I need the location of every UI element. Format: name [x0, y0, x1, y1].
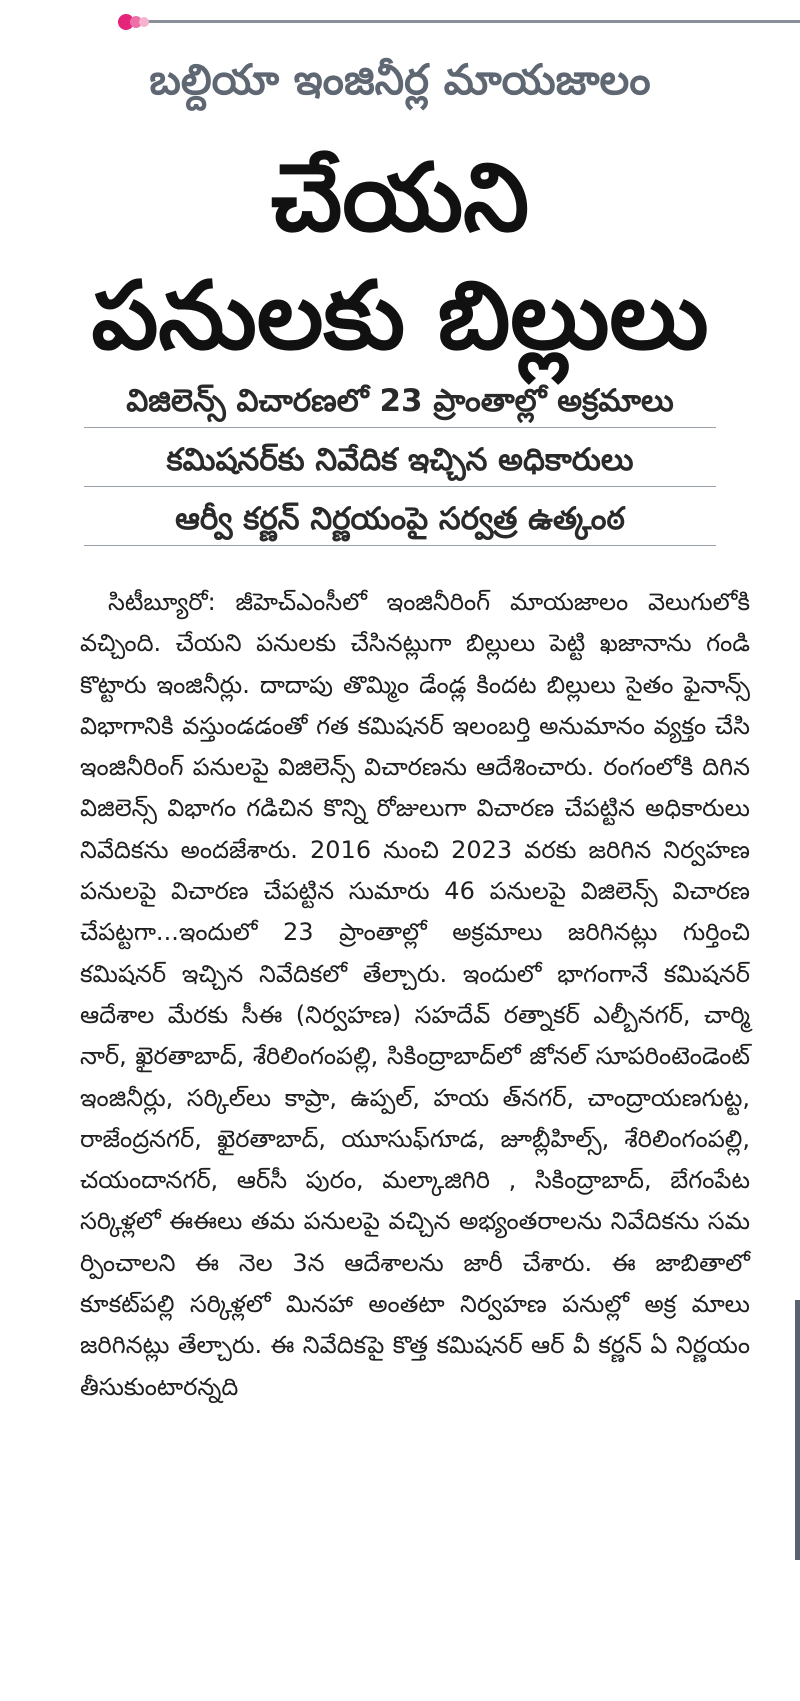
subhead-1: విజిలెన్స్ విచారణలో 23 ప్రాంతాల్లో అక్రమాలు [84, 375, 716, 428]
article-headline [30, 140, 770, 376]
top-rule [118, 20, 800, 23]
subhead-3: ఆర్వీ కర్ణన్ నిర్ణయంపై సర్వత్ర ఉత్కంఠ [84, 493, 716, 546]
headline-line-2: పనులకు బిల్లులు [91, 262, 709, 371]
dot-icon [139, 17, 149, 27]
subheads [84, 375, 716, 552]
scrollbar[interactable] [795, 1300, 800, 1560]
article-body: సిటీబ్యూరో: జీహెచ్‌ఎంసీలో ఇంజినీరింగ్ మాయజాలం వెలుగులోకి వచ్చింది. చేయని పనులకు చేసినట్లుగా బిల్లులు పెట్టి ఖజానాను గండి కొట్టారు ఇంజినీర్లు. దాదాపు తొమ్మిం డేండ్ల కిందట బిల్లులు సైతం ఫైనాన్స్ విభాగానికి వస్తుండడంతో గత కమిషనర్ ఇలంబర్తి అనుమానం వ్యక్తం చేసి ఇంజినీరింగ్ పనులపై విజిలెన్స్ విచారణను ఆదేశించారు. రంగంలోకి దిగిన విజిలెన్స్ విభాగం గడిచిన కొన్ని రోజులుగా విచారణ చేపట్టిన అధికారులు నివేదికను అందజేశారు. 2016 నుంచి 2023 వరకు జరిగిన నిర్వహణ పనులపై విచారణ చేపట్టిన సుమారు 46 పనులపై విజిలెన్స్ విచారణ చేపట్టగా...ఇందులో 23 ప్రాంతాల్లో అక్రమాలు జరిగినట్లు గుర్తించి కమిషనర్ ఇచ్చిన నివేదికలో తేల్చారు. ఇందులో భాగంగానే కమిషనర్ ఆదేశాల మేరకు సీఈ (నిర్వహణ) సహదేవ్ రత్నాకర్ ఎల్బీనగర్, చార్మి నార్, ఖైరతాబాద్, శేరిలింగంపల్లి, సికింద్రాబాద్‌లో జోనల్ సూపరింటెండెంట్ ఇంజినీర్లు, సర్కిల్‌లు కాప్రా, ఉప్పల్, హయ త్‌నగర్, చాంద్రాయణగుట్ట, రాజేంద్రనగర్, ఖైరతాబాద్, యూసుఫ్‌గూడ, జూబ్లీహిల్స్, శేరిలింగంపల్లి, చయందానగర్, ఆర్‌సీ పురం, మల్కాజిగిరి , సికింద్రాబాద్, బేగంపేట సర్కిళ్లలో ఈఈలు తమ పనులపై వచ్చిన అభ్యంతరాలను నివేదికను సమ ర్పించాలని ఈ నెల 3న ఆదేశాలను జారీ చేశారు. ఈ జాబితాలో కూకట్‌పల్లి సర్కిళ్లలో మినహా అంతటా నిర్వహణ పనుల్లో అక్ర మాలు జరిగినట్లు తేల్చారు. ఈ నివేదికపై కొత్త కమిషనర్ ఆర్ వీ కర్ణన్ ఏ నిర్ణయం తీసుకుంటారన్నది [80, 588, 750, 1401]
subhead-2: కమిషనర్‌కు నివేదిక ఇచ్చిన అధికారులు [84, 434, 716, 487]
article-kicker: బల్దియా ఇంజినీర్ల మాయజాలం [149, 55, 651, 104]
headline-line-1: చేయని [270, 144, 530, 253]
